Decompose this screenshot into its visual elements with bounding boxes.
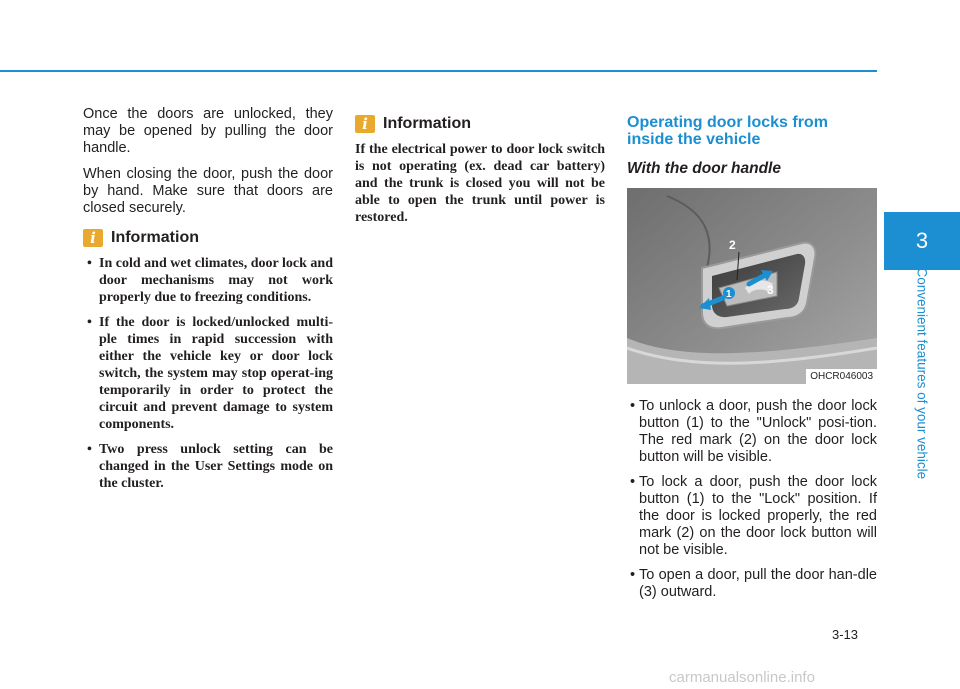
page-number: 3-13 — [832, 627, 859, 642]
instruction-list — [627, 398, 877, 601]
list-item: • Two press unlock setting can be changed in the User Settings mode on the cluster. — [83, 441, 333, 492]
section-subtitle: With the door handle — [627, 160, 781, 177]
column-2 — [355, 106, 605, 226]
callout-2: 2 — [729, 238, 736, 252]
callout-3: 3 — [767, 283, 774, 297]
callout-1: 1 — [726, 289, 732, 300]
information-heading — [355, 115, 605, 133]
paragraph-closing-door: When closing the door, push the door by hand. Make sure that doors are closed securely. — [83, 166, 333, 216]
column-3 — [627, 106, 877, 609]
door-handle-illustration — [627, 188, 877, 384]
list-item: • To unlock a door, push the door lock button (1) to the "Unlock" posi-tion. The red mark (2) on the door lock button will be visible. — [627, 398, 877, 466]
column-1 — [83, 106, 333, 500]
information-list — [83, 255, 333, 492]
information-paragraph: If the electrical power to door lock switch is not operating (ex. dead car battery) and the trunk is closed you will not be able to open the trunk until power is restored. — [355, 142, 605, 225]
information-title: Information — [111, 229, 199, 246]
information-icon: i — [83, 229, 103, 247]
information-title: Information — [383, 115, 471, 132]
list-item: • To lock a door, push the door lock button (1) to the "Lock" position. If the door is locked properly, the red mark (2) on the door lock button will not be visible. — [627, 474, 877, 559]
list-item: • To open a door, pull the door han-dle (3) outward. — [627, 567, 877, 601]
information-heading — [83, 229, 333, 247]
figure-caption: OHCR046003 — [806, 369, 877, 384]
door-handle-figure — [627, 188, 877, 384]
section-title: Operating door locks from inside the vehicle — [627, 114, 828, 148]
paragraph-doors-unlocked: Once the doors are unlocked, they may be opened by pulling the door handle. — [83, 106, 333, 156]
information-icon: i — [355, 115, 375, 133]
watermark: carmanualsonline.info — [669, 669, 815, 686]
header-rule — [0, 70, 877, 72]
list-item: • If the door is locked/unlocked multi-ple times in rapid succession with either the vehicle key or door lock switch, the system may stop operat-ing temporarily in order to protect the circuit and prevent damage to system components. — [83, 314, 333, 433]
chapter-tab: 3 — [884, 212, 960, 270]
chapter-title: Convenient features of your vehicle — [914, 267, 930, 480]
list-item: • In cold and wet climates, door lock and door mechanisms may not work properly due to freezing conditions. — [83, 255, 333, 306]
